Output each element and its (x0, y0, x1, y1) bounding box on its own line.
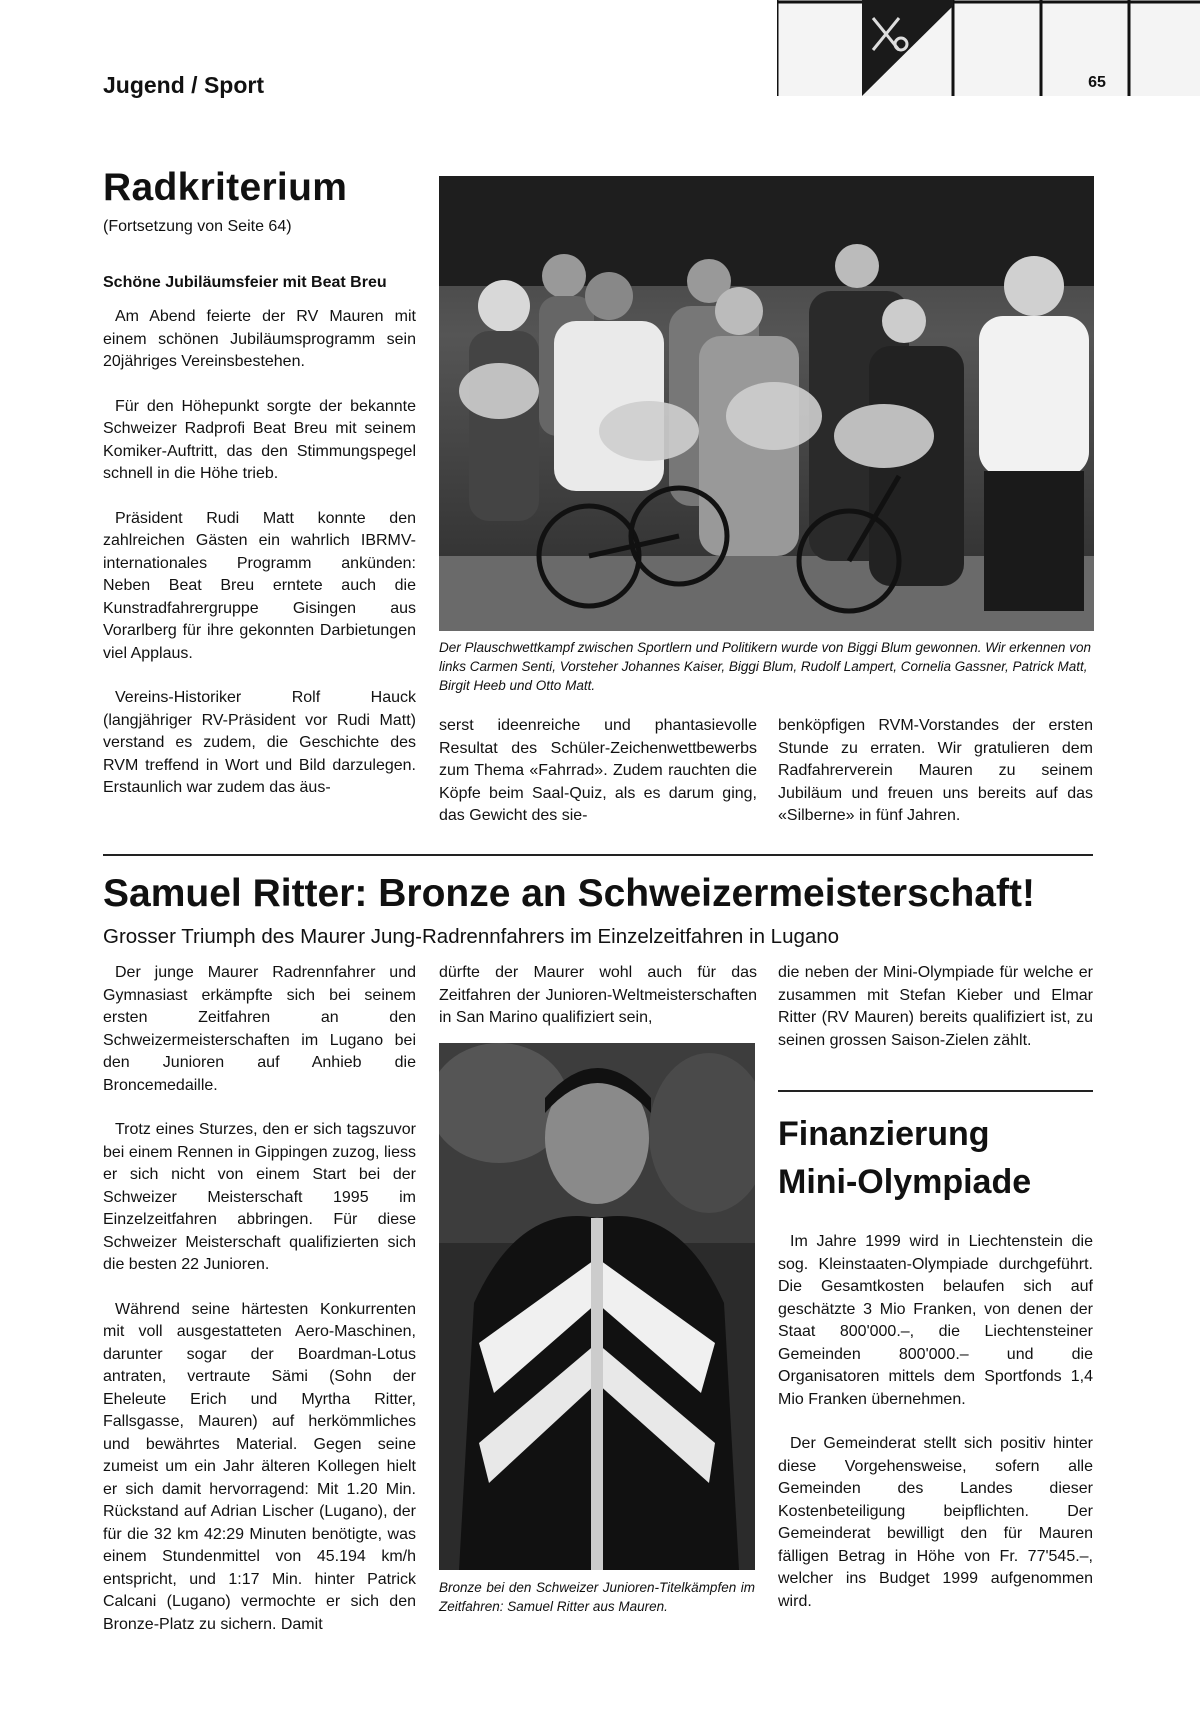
paragraph: Präsident Rudi Matt konnte den zahlreichen Gästen ein wahrlich IBRMV-internationales Programm ankünden: Neben Beat Breu erntete auch die Kunstradfahrergruppe Gisingen aus Vorarlberg für ihre gekonnten Darbietungen viel Applaus. (103, 509, 416, 662)
paragraph: Der Gemeinderat stellt sich positiv hinter diese Vorgehensweise, sofern alle Gemeinden des Landes dieser Kostenbeteiligung beipflichten. Der Gemeinderat bewilligt den für Mauren fälligen Betrag in Höhe von Fr. 77'545.–, welcher ins Budget 1999 aufgenommen wird. (778, 1435, 1093, 1610)
section-divider (778, 1090, 1093, 1092)
photo-caption: Bronze bei den Schweizer Junioren-Titelkämpfen im Zeitfahren: Samuel Ritter aus Mauren. (439, 1580, 755, 1614)
paragraph: serst ideenreiche und phantasievolle Resultat des Schüler-Zeichenwettbewerbs zum Thema «Fahrrad». Zudem rauchten die Köpfe beim Saal-Quiz, als es darum ging, das Gewicht des sie- (439, 717, 757, 824)
title-line: Finanzierung (778, 1115, 990, 1153)
article-subhead: Schöne Jubiläumsfeier mit Beat Breu (103, 274, 387, 291)
article-title: Radkriterium (103, 166, 348, 209)
paragraph: dürfte der Maurer wohl auch für das Zeitfahren der Junioren-Weltmeisterschaften in San Marino qualifiziert sein, (439, 964, 757, 1026)
article-title: Samuel Ritter: Bronze an Schweizermeisterschaft! (103, 872, 1035, 915)
article-subtitle: Grosser Triumph des Maurer Jung-Radrennfahrers im Einzelzeitfahren in Lugano (103, 925, 840, 948)
article-column-2 (439, 715, 757, 828)
continuation-note: (Fortsetzung von Seite 64) (103, 218, 292, 235)
page-number: 65 (1088, 74, 1106, 91)
paragraph: die neben der Mini-Olympiade für welche er zusammen mit Stefan Kieber und Elmar Ritter (RV Mauren) bereits qualifiziert ist, zu seinen grossen Saison-Zielen zählt. (778, 964, 1093, 1049)
paragraph: Im Jahre 1999 wird in Liechtenstein die sog. Kleinstaaten-Olympiade durchgeführt. Die Gesamtkosten belaufen sich auf geschätzte 3 Mio Franken, von denen der Staat 800'000.–, die Liechtensteiner Gemeinden 800'000.– und die Organisatoren mittels dem Sportfonds 1,4 Mio Franken übernehmen. (778, 1233, 1093, 1408)
paragraph: Während seine härtesten Konkurrenten mit voll ausgestatteten Aero-Maschinen, darunter sogar der Boardman-Lotus antraten, vertraute Sämi (Sohn der Eheleute Erich und Myrtha Ritter, Fallsgasse, Mauren) auf herkömmliches und bewährtes Material. Gegen seine zumeist um ein Jahr älteren Kollegen hielt er sich damit hervorragend: Mit 1.20 Min. Rückstand auf Adrian Lischer (Lugano), der für die 32 km 42:29 Minuten benötigte, was einem Stundenmittel von 45.194 km/h entspricht, und 1:17 Min. hinter Patrick Calcani (Lugano) vermochte er sich den Bronze-Platz zu sichern. Damit (103, 1300, 416, 1633)
paragraph: Vereins-Historiker Rolf Hauck (langjähriger RV-Präsident vor Rudi Matt) verstand es zudem, die Geschichte des RVM treffend in Wort und Bild darzulegen. Erstaunlich war zudem das äus- (103, 689, 416, 796)
paragraph: Am Abend feierte der RV Mauren mit einem schönen Jubiläumsprogramm sein 20jähriges Vereinsbestehen. (103, 308, 416, 370)
paragraph: Der junge Maurer Radrennfahrer und Gymnasiast erkämpfte sich bei seinem ersten Zeitfahren an den Schweizermeisterschaften im Lugano bei den Junioren auf Anhieb die Broncemedaille. (103, 964, 416, 1094)
portrait-photo (439, 1043, 755, 1570)
paragraph: Trotz eines Sturzes, den er sich tagszuvor bei einem Rennen in Gippingen zuzog, liess er sich nicht von einem Start bei der Schweizer Meisterschaft 1995 im Einzelzeitfahren abbringen. Für diese Schweizer Meisterschaft qualifizierten sich die besten 22 Junioren. (103, 1121, 416, 1273)
header-graphic (777, 0, 1200, 96)
article-column-3 (778, 962, 1093, 1052)
photo-caption: Der Plauschwettkampf zwischen Sportlern und Politikern wurde von Biggi Blum gewonnen. Wir erkennen von links Carmen Senti, Vorsteher Johannes Kaiser, Biggi Blum, Rudolf Lampert, Cornelia Gassner, Patrick Matt, Birgit Heeb und Otto Matt. (439, 640, 1091, 693)
article-column-2 (439, 962, 757, 1030)
paragraph: benköpfigen RVM-Vorstandes der ersten Stunde zu erraten. Wir gratulieren dem Radfahrerverein Mauren zu seinem Jubiläum und freuen uns bereits auf das «Silberne» in fünf Jahren. (778, 717, 1093, 824)
title-line: Mini-Olympiade (778, 1163, 1032, 1201)
article-column-1 (103, 306, 416, 822)
header-bar (777, 0, 1200, 96)
paragraph: Für den Höhepunkt sorgte der bekannte Schweizer Radprofi Beat Breu mit seinem Komiker-Auftritt, das den Stimmungspegel schnell in die Höhe trieb. (103, 397, 416, 482)
article-column-3 (778, 715, 1093, 828)
section-divider (103, 854, 1093, 856)
article-title (778, 1110, 1031, 1206)
article-column-3 (778, 1231, 1093, 1635)
group-photo (439, 176, 1094, 631)
section-label: Jugend / Sport (103, 72, 264, 98)
article-column-1 (103, 962, 416, 1658)
